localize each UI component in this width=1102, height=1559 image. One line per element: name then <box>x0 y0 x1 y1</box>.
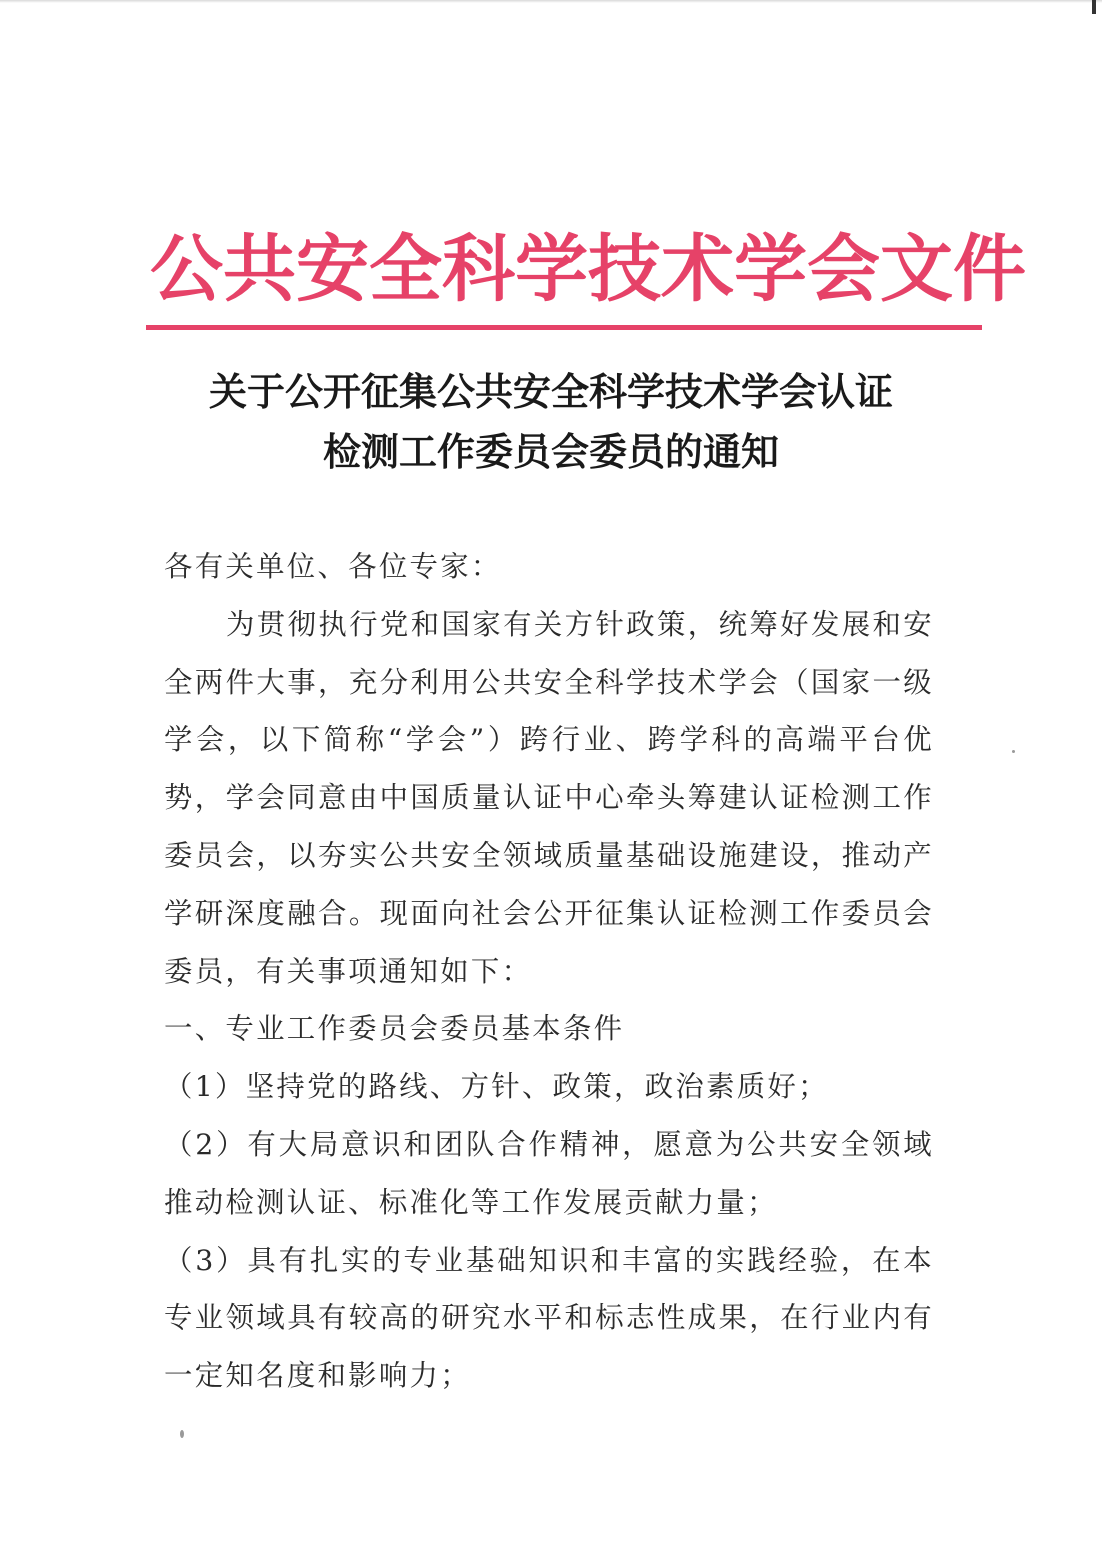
scan-edge <box>0 0 1102 3</box>
document-title-line-2: 检测工作委员会委员的通知 <box>322 430 779 474</box>
scan-speck <box>180 1430 184 1438</box>
document-body <box>164 538 934 1405</box>
salutation: 各有关单位、各位专家： <box>164 550 502 583</box>
scan-speck <box>1012 750 1015 753</box>
condition-item-3: （3）具有扎实的专业基础知识和丰富的实践经验，在本专业领域具有较高的研究水平和标志性成果，在行业内有一定知名度和影响力； <box>164 1243 934 1393</box>
condition-item-1: （1）坚持党的路线、方针、政策，政治素质好； <box>164 1070 829 1104</box>
intro-paragraph: 为贯彻执行党和国家有关方针政策，统筹好发展和安全两件大事，充分利用公共安全科学技术学会（国家一级学会，以下简称“学会”）跨行业、跨学科的高端平台优势，学会同意由中国质量认证中心牵头筹建认证检测工作委员会，以夯实公共安全领域质量基础设施建设，推动产学研深度融合。现面向社会公开征集认证检测工作委员会委员，有关事项通知如下： <box>164 607 934 988</box>
document-title <box>130 362 972 482</box>
masthead-divider <box>146 325 982 330</box>
section-heading-1: 一、专业工作委员会委员基本条件 <box>164 1012 625 1046</box>
scan-mark <box>1092 0 1096 14</box>
document-masthead: 公共安全科学技术学会文件 <box>150 227 1026 312</box>
document-title-line-1: 关于公开征集公共安全科学技术学会认证 <box>208 370 893 414</box>
condition-item-2: （2）有大局意识和团队合作精神，愿意为公共安全领域推动检测认证、标准化等工作发展贡献力量； <box>164 1127 934 1219</box>
